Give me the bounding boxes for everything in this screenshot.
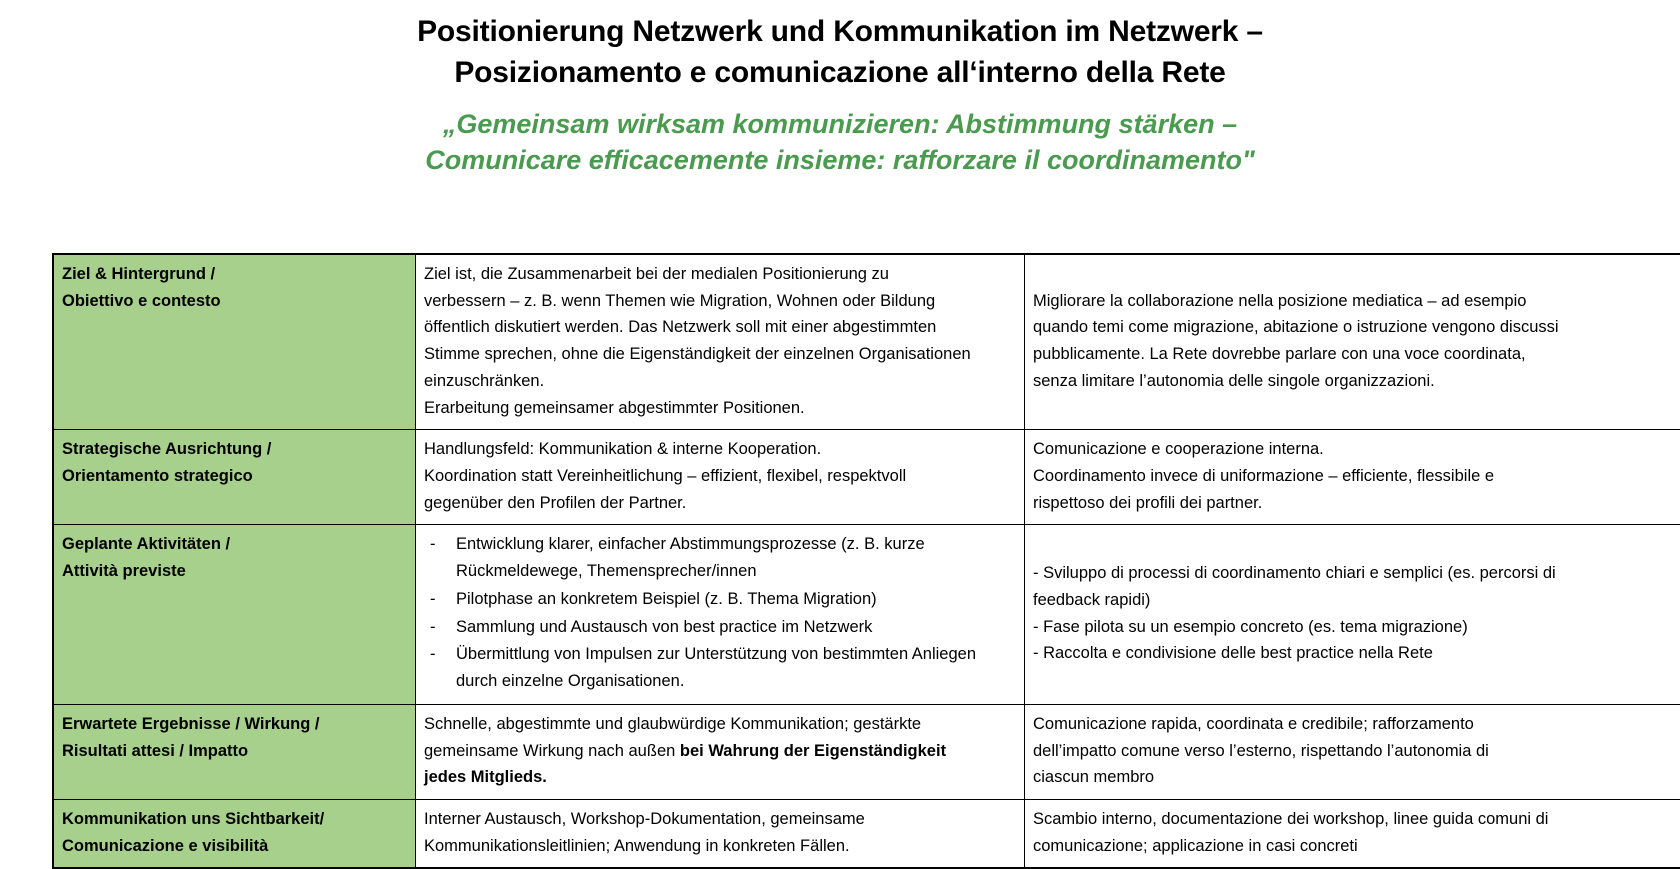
text-line: Migliorare la collaborazione nella posizione mediatica – ad esempio	[1033, 288, 1674, 315]
text-line: Interner Austausch, Workshop-Dokumentation, gemeinsame	[424, 806, 1016, 833]
text-line: Koordination statt Vereinheitlichung – effizient, flexibel, respektvoll	[424, 463, 1016, 490]
text-line: - Sviluppo di processi di coordinamento chiari e semplici (es. percorsi di	[1033, 560, 1674, 587]
table-row	[53, 525, 1680, 704]
row-label-aktivitaeten	[53, 525, 416, 704]
row-it-ergebnisse	[1025, 704, 1680, 799]
content-table-wrapper	[52, 253, 1630, 869]
text-line: dell’impatto comune verso l’esterno, rispettando l’autonomia di	[1033, 738, 1674, 765]
row-it-aktivitaeten	[1025, 525, 1680, 704]
text-line: feedback rapidi)	[1033, 587, 1674, 614]
text-emphasis: jedes Mitglieds.	[424, 764, 1016, 791]
text-line: ciascun membro	[1033, 764, 1674, 791]
list-item: - Übermittlung von Impulsen zur Unterstützung von bestimmten Anliegen durch einzelne Organisationen.	[424, 641, 1016, 694]
text-line: Handlungsfeld: Kommunikation & interne Kooperation.	[424, 436, 1016, 463]
text-line: Schnelle, abgestimmte und glaubwürdige Kommunikation; gestärkte	[424, 711, 1016, 738]
title-line-de: Positionierung Netzwerk und Kommunikation im Netzwerk –	[0, 12, 1680, 53]
table-row	[53, 704, 1680, 799]
text-line: gemeinsame Wirkung nach außen bei Wahrung der Eigenständigkeit	[424, 738, 1016, 765]
row-label-line: Attività previste	[62, 558, 407, 585]
document-subtitle	[0, 106, 1680, 179]
table-row	[53, 254, 1680, 430]
text-line: pubblicamente. La Rete dovrebbe parlare con una voce coordinata,	[1033, 341, 1674, 368]
row-label-line: Comunicazione e visibilità	[62, 833, 407, 860]
row-de-strategie	[416, 430, 1025, 525]
row-de-aktivitaeten	[416, 525, 1025, 704]
list-item: - Entwicklung klarer, einfacher Abstimmungsprozesse (z. B. kurze Rückmeldewege, Themensprecher/innen	[424, 531, 1016, 584]
list-item: - Pilotphase an konkretem Beispiel (z. B. Thema Migration)	[424, 586, 1016, 613]
row-de-ziel	[416, 254, 1025, 430]
text-line: Erarbeitung gemeinsamer abgestimmter Positionen.	[424, 395, 1016, 422]
text-line: Comunicazione rapida, coordinata e credibile; rafforzamento	[1033, 711, 1674, 738]
subtitle-line-it: Comunicare efficacemente insieme: rafforzare il coordinamento"	[0, 142, 1680, 179]
row-label-line: Strategische Ausrichtung /	[62, 436, 407, 463]
title-line-it: Posizionamento e comunicazione all‘interno della Rete	[0, 53, 1680, 94]
row-label-ergebnisse	[53, 704, 416, 799]
text-line: rispettoso dei profili dei partner.	[1033, 490, 1674, 517]
row-label-kommunikation	[53, 799, 416, 868]
text-line: verbessern – z. B. wenn Themen wie Migration, Wohnen oder Bildung	[424, 288, 1016, 315]
row-it-strategie	[1025, 430, 1680, 525]
row-label-ziel	[53, 254, 416, 430]
row-label-line: Ziel & Hintergrund /	[62, 261, 407, 288]
text-line: Coordinamento invece di uniformazione – efficiente, flessibile e	[1033, 463, 1674, 490]
row-de-ergebnisse	[416, 704, 1025, 799]
text-line: quando temi come migrazione, abitazione o istruzione vengono discussi	[1033, 314, 1674, 341]
content-table	[52, 253, 1680, 869]
text-line: - Raccolta e condivisione delle best practice nella Rete	[1033, 640, 1674, 667]
subtitle-line-de: „Gemeinsam wirksam kommunizieren: Abstimmung stärken –	[0, 106, 1680, 143]
row-de-kommunikation	[416, 799, 1025, 868]
text-line: Stimme sprechen, ohne die Eigenständigkeit der einzelnen Organisationen	[424, 341, 1016, 368]
text-line: gegenüber den Profilen der Partner.	[424, 490, 1016, 517]
table-row	[53, 430, 1680, 525]
text-line: - Fase pilota su un esempio concreto (es. tema migrazione)	[1033, 614, 1674, 641]
row-it-ziel	[1025, 254, 1680, 430]
row-label-line: Obiettivo e contesto	[62, 288, 407, 315]
row-label-line: Risultati attesi / Impatto	[62, 738, 407, 765]
row-label-line: Erwartete Ergebnisse / Wirkung /	[62, 711, 407, 738]
text-emphasis: bei Wahrung der Eigenständigkeit	[680, 742, 946, 760]
list-item: - Sammlung und Austausch von best practice im Netzwerk	[424, 614, 1016, 641]
row-label-line: Geplante Aktivitäten /	[62, 531, 407, 558]
row-label-strategie	[53, 430, 416, 525]
text-line: comunicazione; applicazione in casi concreti	[1033, 833, 1674, 860]
row-label-line: Orientamento strategico	[62, 463, 407, 490]
text-line: einzuschränken.	[424, 368, 1016, 395]
row-label-line: Kommunikation uns Sichtbarkeit/	[62, 806, 407, 833]
row-it-kommunikation	[1025, 799, 1680, 868]
document-title	[0, 0, 1680, 94]
text-line: Scambio interno, documentazione dei workshop, linee guida comuni di	[1033, 806, 1674, 833]
text-line: Ziel ist, die Zusammenarbeit bei der medialen Positionierung zu	[424, 261, 1016, 288]
text-line: Comunicazione e cooperazione interna.	[1033, 436, 1674, 463]
text-line: senza limitare l’autonomia delle singole organizzazioni.	[1033, 368, 1674, 395]
bullet-list	[424, 531, 1016, 694]
table-row	[53, 799, 1680, 868]
text-line: Kommunikationsleitlinien; Anwendung in konkreten Fällen.	[424, 833, 1016, 860]
text-line: öffentlich diskutiert werden. Das Netzwerk soll mit einer abgestimmten	[424, 314, 1016, 341]
